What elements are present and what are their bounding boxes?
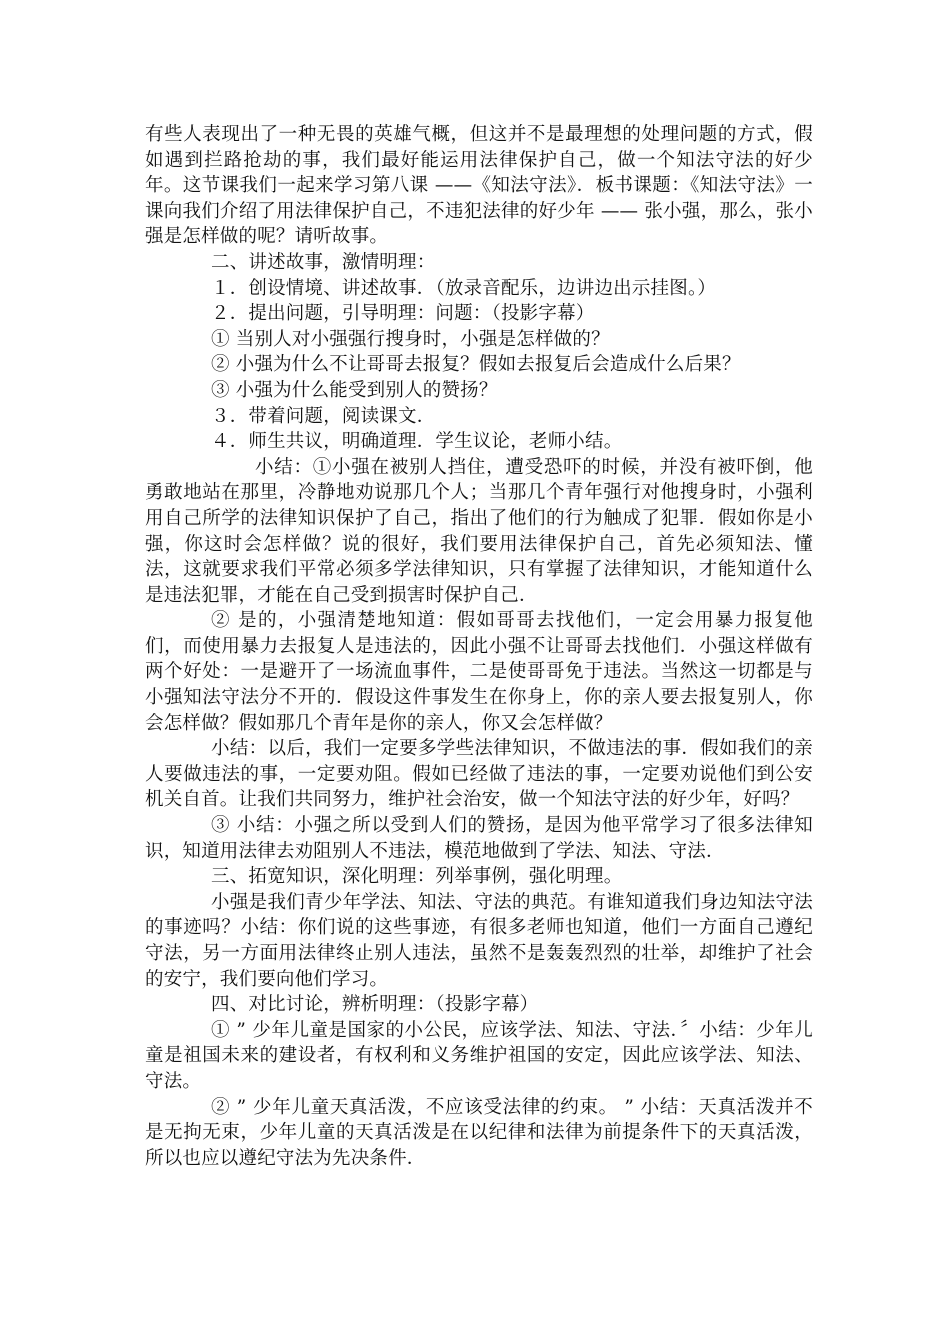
paragraph-intro: 有些人表现出了一种无畏的英雄气概，但这并不是最理想的处理问题的方式，假如遇到拦路抢劫的事，我们最好能运用法律保护自己，做一个知法守法的好少年。这节课我们一起来学习第八课 ——《知法守法》．板书课题：《知法守法》一课向我们介绍了用法律保护自己，不违犯法律的好少年 —— 张小强，那么，张小强是怎样做的呢？请听故事。 bbox=[145, 124, 813, 248]
step-2: ２．提出问题，引导明理：问题：（投影字幕） bbox=[211, 303, 595, 325]
question-3: ③ 小强为什么能受到别人的赞扬？ bbox=[211, 379, 498, 401]
discussion-1: ① ” 少年儿童是国家的小公民，应该学法、知法、守法．〞小结：少年儿童是祖国未来的建设者，有权利和义务维护祖国的安定，因此应该学法、知法、守法。 bbox=[145, 1019, 813, 1092]
discussion-2: ② ” 少年儿童天真活泼，不应该受法律的约束。 ” 小结：天真活泼并不是无拘无束，少年儿童的天真活泼是在以纪律和法律为前提条件下的天真活泼，所以也应以遵纪守法为先决条件． bbox=[145, 1096, 813, 1169]
summary-4: ③ 小结：小强之所以受到人们的赞扬，是因为他平常学习了很多法律知识，知道用法律去劝阻别人不违法，模范地做到了学法、知法、守法． bbox=[145, 815, 813, 862]
step-3: ３．带着问题，阅读课文． bbox=[211, 405, 436, 427]
section-heading-3: 三、拓宽知识，深化明理：列举事例，强化明理。 bbox=[211, 866, 623, 888]
step-1: １．创设情境、讲述故事．（放录音配乐，边讲边出示挂图。） bbox=[211, 277, 717, 299]
question-1: ① 当别人对小强强行搜身时，小强是怎样做的？ bbox=[211, 328, 610, 350]
step-4: ４．师生共议，明确道理．学生议论，老师小结。 bbox=[211, 431, 623, 453]
summary-3: 小结：以后，我们一定要多学些法律知识，不做违法的事．假如我们的亲人要做违法的事，一定要劝阻。假如已经做了违法的事，一定要劝说他们到公安机关自首。让我们共同努力，维护社会治安，做一个知法守法的好少年，好吗？ bbox=[145, 738, 813, 811]
section-heading-2: 二、讲述故事，激情明理： bbox=[211, 251, 436, 273]
section-heading-4: 四、对比讨论，辨析明理：（投影字幕） bbox=[211, 994, 539, 1016]
question-2: ② 小强为什么不让哥哥去报复？假如去报复后会造成什么后果？ bbox=[211, 354, 741, 376]
summary-2: ② 是的，小强清楚地知道：假如哥哥去找他们，一定会用暴力报复他们，而使用暴力去报复人是违法的，因此小强不让哥哥去找他们．小强这样做有两个好处：一是避开了一场流血事件，二是使哥哥免于违法。当然这一切都是与小强知法守法分不开的．假设这件事发生在你身上，你的亲人要去报复别人，你会怎样做？假如那几个青年是你的亲人，你又会怎样做？ bbox=[145, 610, 813, 734]
summary-1: 小结：①小强在被别人挡住，遭受恐吓的时候，并没有被吓倒，他勇敢地站在那里，冷静地劝说那几个人；当那几个青年强行对他搜身时，小强利用自己所学的法律知识保护了自己，指出了他们的行为触成了犯罪．假如你是小强，你这时会怎样做？说的很好，我们要用法律保护自己，首先必须知法、懂法，这就要求我们平常必须多学法律知识，只有掌握了法律知识，才能知道什么是违法犯罪，才能在自己受到损害时保护自己． bbox=[145, 456, 813, 606]
example-paragraph: 小强是我们青少年学法、知法、守法的典范。有谁知道我们身边知法守法的事迹吗？小结：你们说的这些事迹，有很多老师也知道，他们一方面自己遵纪守法，另一方面用法律终止别人违法，虽然不是轰轰烈烈的壮举，却维护了社会的安宁，我们要向他们学习。 bbox=[145, 891, 813, 990]
document-body bbox=[145, 122, 813, 1171]
